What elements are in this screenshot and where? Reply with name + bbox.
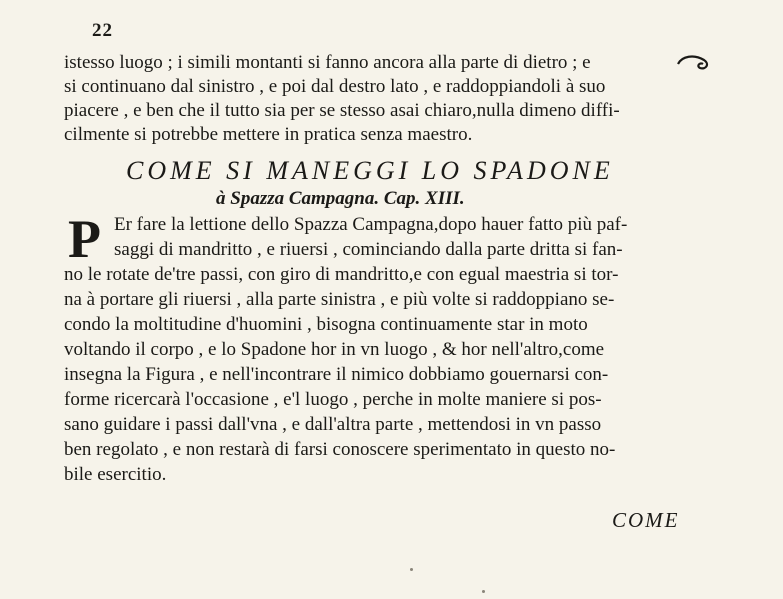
text-line: si continuano dal sinistro , e poi dal destro lato , e raddoppiandoli à suo <box>64 76 606 97</box>
text-line: bile esercitio. <box>64 464 167 485</box>
text-line: sano guidare i passi dall'vna , e dall'altra parte , mettendosi in vn passo <box>64 414 602 435</box>
text-line: condo la moltitudine d'huomini , bisogna continuamente star in moto <box>64 314 588 335</box>
drop-cap: P <box>68 209 101 269</box>
text-line: piacere , e ben che il tutto sia per se stesso asai chiaro,nulla dimeno diffi- <box>64 100 620 121</box>
text-line: saggi di mandritto , e riuersi , cominciando dalla parte dritta si fan- <box>114 239 623 260</box>
chapter-heading: COME SI MANEGGI LO SPADONE <box>126 156 614 185</box>
text-line: cilmente si potrebbe mettere in pratica senza maestro. <box>64 124 473 145</box>
text-line: voltando il corpo , e lo Spadone hor in vn luogo , & hor nell'altro,come <box>64 339 605 360</box>
text-line: ben regolato , e non restarà di farsi conoscere sperimentato in questo no- <box>64 439 616 460</box>
text-line: no le rotate de'tre passi, con giro di mandritto,e con egual maestria si tor- <box>64 264 619 285</box>
paper-speck <box>410 568 413 571</box>
catchword: COME <box>612 508 680 532</box>
text-line: istesso luogo ; i simili montanti si fanno ancora alla parte di dietro ; e <box>64 52 591 73</box>
text-line: Er fare la lettione dello Spazza Campagna,dopo hauer fatto più paf- <box>114 214 628 235</box>
paper-speck <box>482 590 485 593</box>
text-line: insegna la Figura , e nell'incontrare il nimico dobbiamo gouernarsi con- <box>64 364 609 385</box>
flourish-ornament <box>676 52 712 74</box>
page-number: 22 <box>92 20 113 41</box>
text-line: na à portare gli riuersi , alla parte sinistra , e più volte si raddoppiano se- <box>64 289 615 310</box>
chapter-subheading: à Spazza Campagna. Cap. XIII. <box>216 188 465 209</box>
text-line: forme ricercarà l'occasione , e'l luogo , perche in molte maniere si pos- <box>64 389 602 410</box>
